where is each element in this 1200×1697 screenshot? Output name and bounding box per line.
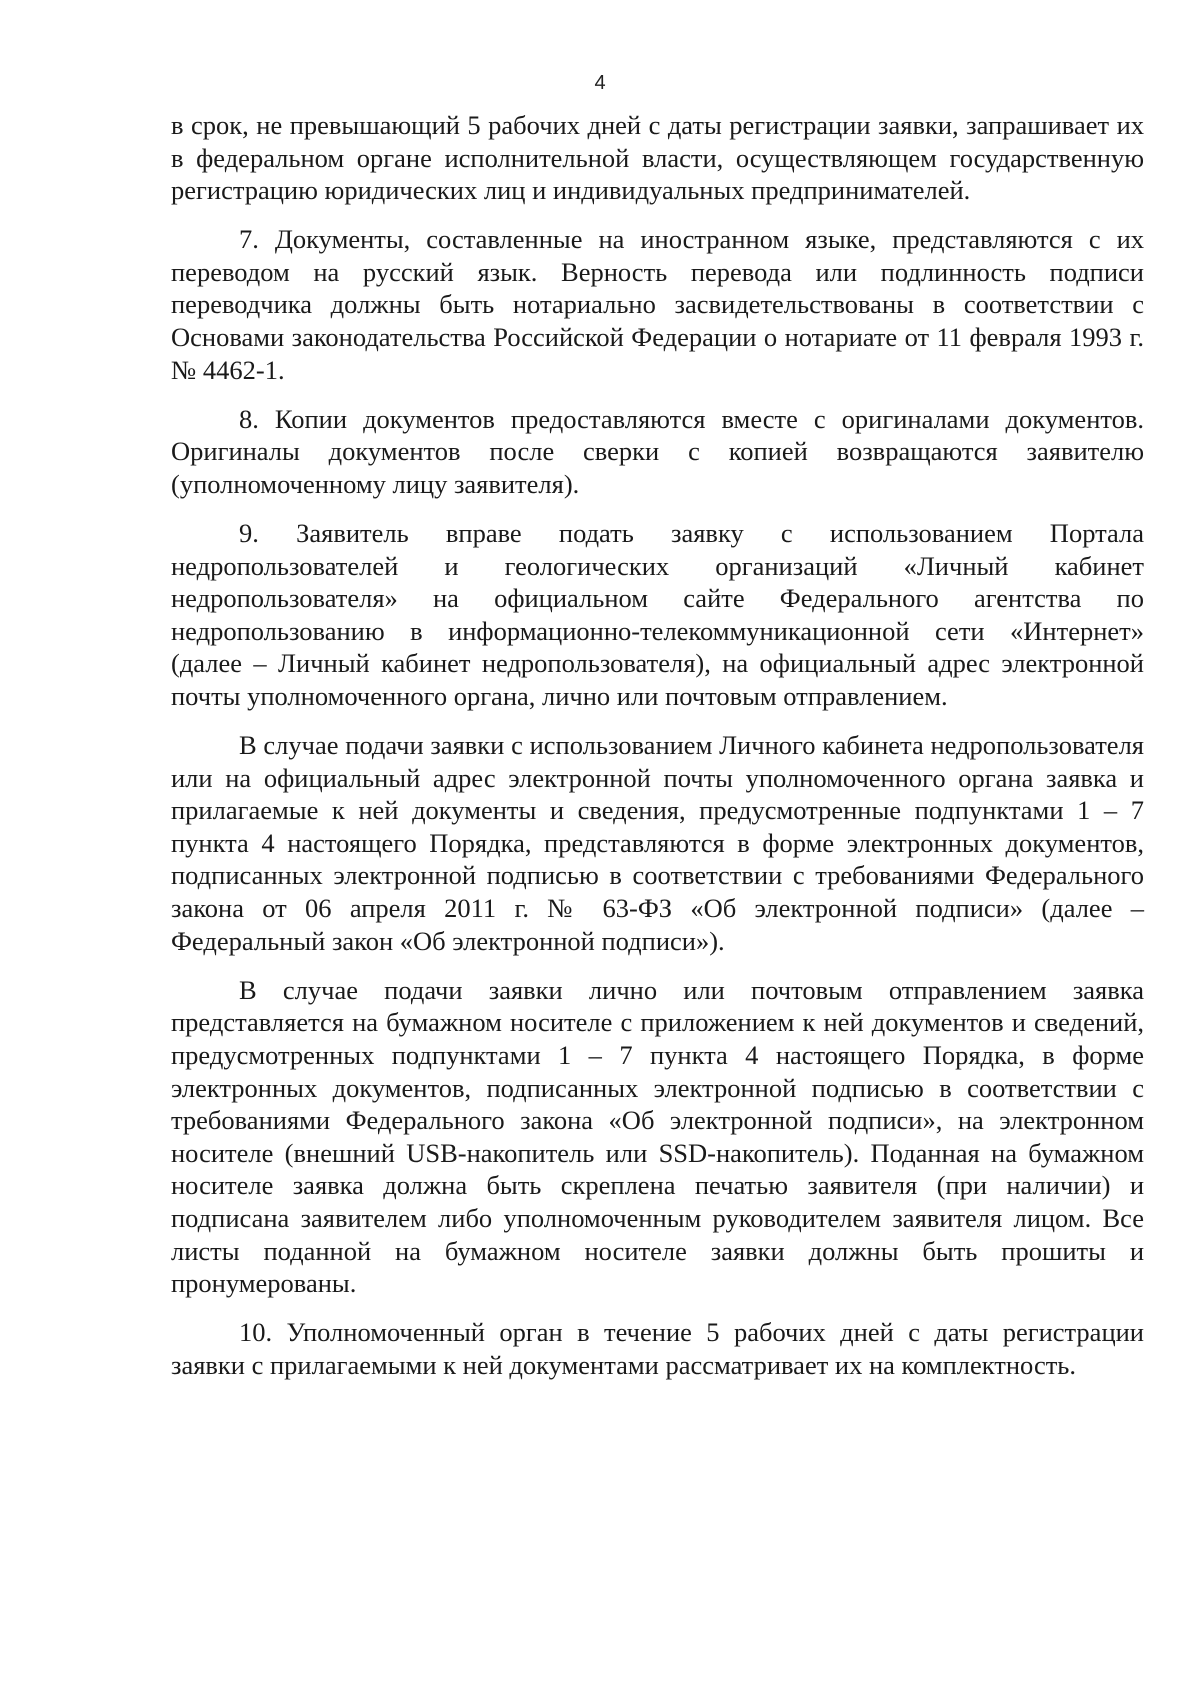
paragraph-item-10: 10. Уполномоченный орган в течение 5 рабочих дней с даты регистрации заявки с прилагаемыми к ней документами рассматривает их на комплектность. (171, 1317, 1144, 1380)
paragraph-paper-submission: В случае подачи заявки лично или почтовым отправлением заявка представляется на бумажном носителе с приложением к ней документов и сведений, предусмотренных подпунктами 1 – 7 пункта 4 настоящего Порядка, в форме электронных документов, подписанных электронной подписью в соответствии с требованиями Федерального закона «Об электронной подписи», на электронном носителе (внешний USB-накопитель или SSD-накопитель). Поданная на бумажном носителе заявка должна быть скреплена печатью заявителя (при наличии) и подписана заявителем либо уполномоченным руководителем заявителя лицом. Все листы поданной на бумажном носителе заявки должны быть прошиты и пронумерованы. (171, 974, 1144, 1299)
paragraph-continuation: в срок, не превышающий 5 рабочих дней с даты регистрации заявки, запрашивает их в федеральном органе исполнительной власти, осуществляющем государственную регистрацию юридических лиц и индивидуальных предпринимателей. (171, 110, 1144, 206)
paragraph-item-8: 8. Копии документов предоставляются вместе с оригиналами документов. Оригиналы документов после сверки с копией возвращаются заявителю (уполномоченному лицу заявителя). (171, 403, 1144, 499)
document-body (171, 109, 1144, 1381)
paragraph-item-7: 7. Документы, составленные на иностранном языке, представляются с их переводом на русский язык. Верность перевода или подлинность подписи переводчика должны быть нотариально засвидетельствованы в соответствии с Основами законодательства Российской Федерации о нотариате от 11 февраля 1993 г. № 4462-1. (171, 224, 1144, 385)
paragraph-item-9: 9. Заявитель вправе подать заявку с использованием Портала недропользователей и геологических организаций «Личный кабинет недропользователя» на официальном сайте Федерального агентства по недропользованию в информационно-телекоммуникационной сети «Интернет» (далее – Личный кабинет недропользователя), на официальный адрес электронной почты уполномоченного органа, лично или почтовым отправлением. (171, 518, 1144, 711)
paragraph-electronic-submission: В случае подачи заявки с использованием Личного кабинета недропользователя или на официальный адрес электронной почты уполномоченного органа заявка и прилагаемые к ней документы и сведения, предусмотренные подпунктами 1 – 7 пункта 4 настоящего Порядка, представляются в форме электронных документов, подписанных электронной подписью в соответствии с требованиями Федерального закона от 06 апреля 2011 г. № 63-ФЗ «Об электронной подписи» (далее – Федеральный закон «Об электронной подписи»). (171, 730, 1144, 956)
page-number: 4 (594, 72, 606, 94)
